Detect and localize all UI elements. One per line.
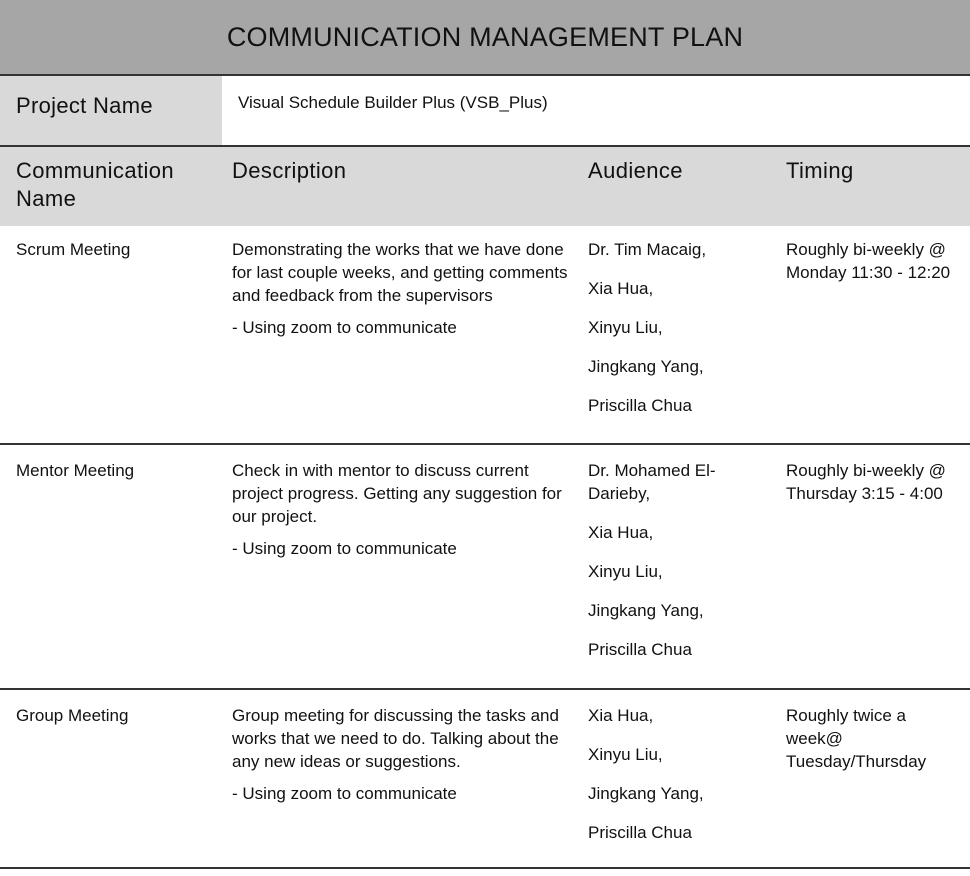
- project-name-label: Project Name: [0, 76, 222, 146]
- row-description-text: Demonstrating the works that we have done for last couple weeks, and getting comments and feedback from the supervisors: [232, 240, 568, 305]
- row-timing: Roughly bi-weekly @ Thursday 3:15 - 4:00: [786, 461, 946, 503]
- document-title: COMMUNICATION MANAGEMENT PLAN: [0, 0, 970, 76]
- audience-member: Priscilla Chua: [588, 640, 692, 659]
- audience-member: Dr. Mohamed El-Darieby,: [588, 461, 716, 503]
- divider: [0, 867, 970, 869]
- audience-member: Priscilla Chua: [588, 396, 692, 415]
- row-communication-name: Scrum Meeting: [16, 240, 131, 259]
- table-header: [0, 147, 970, 226]
- row-description: [232, 704, 572, 805]
- row-audience: [588, 704, 768, 860]
- divider: [0, 443, 970, 445]
- header-timing: Timing: [786, 158, 854, 183]
- row-description-note: - Using zoom to communicate: [232, 318, 457, 337]
- audience-member: Priscilla Chua: [588, 823, 692, 842]
- row-description-note: - Using zoom to communicate: [232, 539, 457, 558]
- row-description: [232, 238, 572, 339]
- row-description-text: Group meeting for discussing the tasks and works that we need to do. Talking about the any new ideas or suggestions.: [232, 706, 559, 771]
- audience-member: Xia Hua,: [588, 279, 654, 298]
- row-audience: [588, 459, 768, 677]
- audience-member: Xia Hua,: [588, 706, 654, 725]
- header-description: Description: [232, 158, 347, 183]
- header-audience: Audience: [588, 158, 683, 183]
- divider: [0, 688, 970, 690]
- row-description-note: - Using zoom to communicate: [232, 784, 457, 803]
- audience-member: Jingkang Yang,: [588, 601, 704, 620]
- row-timing: Roughly bi-weekly @ Monday 11:30 - 12:20: [786, 240, 951, 282]
- header-communication-name: Communication Name: [16, 158, 175, 211]
- row-timing: Roughly twice a week@ Tuesday/Thursday: [786, 706, 927, 771]
- audience-member: Xia Hua,: [588, 523, 654, 542]
- project-name-row: [0, 76, 970, 146]
- project-name-value: Visual Schedule Builder Plus (VSB_Plus): [238, 93, 548, 112]
- row-description-text: Check in with mentor to discuss current project progress. Getting any suggestion for our project.: [232, 461, 562, 526]
- audience-member: Dr. Tim Macaig,: [588, 240, 707, 259]
- audience-member: Xinyu Liu,: [588, 318, 663, 337]
- audience-member: Jingkang Yang,: [588, 357, 704, 376]
- row-communication-name: Mentor Meeting: [16, 461, 135, 480]
- audience-member: Jingkang Yang,: [588, 784, 704, 803]
- row-description: [232, 459, 572, 560]
- row-audience: [588, 238, 768, 433]
- row-communication-name: Group Meeting: [16, 706, 129, 725]
- audience-member: Xinyu Liu,: [588, 745, 663, 764]
- audience-member: Xinyu Liu,: [588, 562, 663, 581]
